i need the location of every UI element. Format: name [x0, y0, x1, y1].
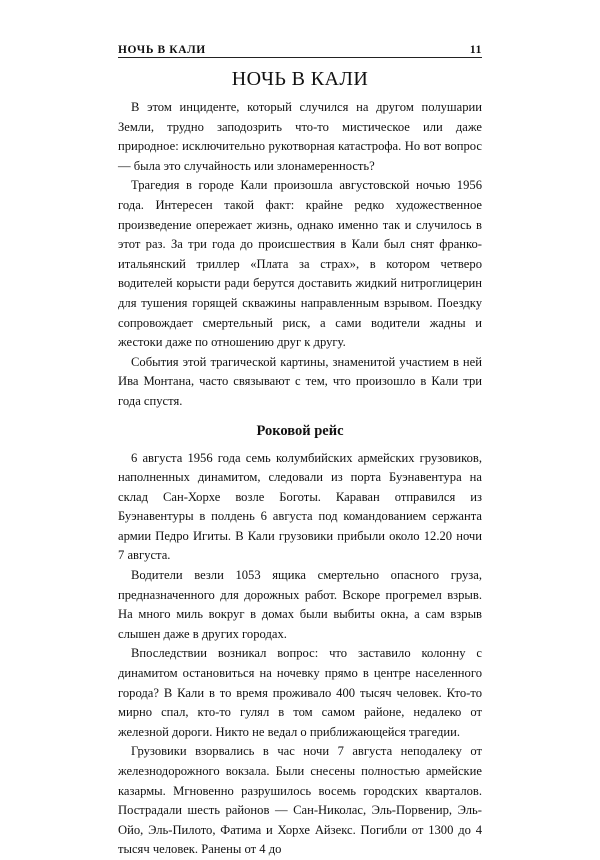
- paragraph: Впоследствии возникал вопрос: что заставило колонну с динамитом остановиться на ночевку прямо в центре населенного города? В Кали в то время проживало 400 тысяч человек. Кто-то мирно спал, кто-то гулял в том самом районе, недалеко от железной дороги. Никто не ведал о приближающейся трагедии.: [118, 646, 482, 739]
- header-rule: [118, 57, 482, 58]
- section-heading: Роковой рейс: [256, 422, 344, 439]
- paragraph: Трагедия в городе Кали произошла августовской ночью 1956 года. Интересен такой факт: крайне редко художественное произведение опережает жизнь, однако именно так и случилось в этот раз. За три года до происшествия в Кали был снят франко-итальянский триллер «Плата за страх», в котором четверо водителей корысти ради берутся доставить жидкий нитроглицерин для тушения горящей скважины направленным взрывом. Поездку сопровождает смертельный риск, а сами водители жадны и жестоки даже по отношению друг к другу.: [118, 178, 482, 350]
- running-title: НОЧЬ В КАЛИ: [118, 44, 206, 56]
- paragraph: 6 августа 1956 года семь колумбийских армейских грузовиков, наполненных динамитом, следовали из порта Буэнавентура на склад Сан-Хорхе возле Боготы. Караван отправился из Буэнавентуры в полдень 6 августа под командованием сержанта армии Педро Игиты. В Кали грузовики прибыли около 12.20 ночи 7 августа.: [118, 450, 482, 563]
- running-head: [118, 40, 482, 56]
- chapter-title: НОЧЬ В КАЛИ: [231, 68, 369, 90]
- paragraph: Водители везли 1053 ящика смертельно опасного груза, предназначенного для дорожных работ. Вскоре прогремел взрыв. На много миль вокруг в домах были выбиты окна, а сам взрыв слышен даже в других городах.: [118, 568, 482, 641]
- paragraph: В этом инциденте, который случился на другом полушарии Земли, трудно заподозрить что-то мистическое или даже природное: исключительно рукотворная катастрофа. Но вот вопрос — была это случайность или злонамеренность?: [118, 100, 482, 173]
- paragraph: События этой трагической картины, знаменитой участием в ней Ива Монтана, часто связывают с тем, что произошло в Кали три года спустя.: [118, 354, 482, 408]
- paragraph: Грузовики взорвались в час ночи 7 августа неподалеку от железнодорожного вокзала. Были снесены полностью армейские казармы. Мгновенно разрушилось восемь городских кварталов. Пострадали шесть районов — Сан-Николас, Эль-Порвенир, Эль-Ойо, Эль-Пилото, Фатима и Хорхе Айзекс. Погибли от 1300 до 4 тысяч человек. Ранены от 4 до: [118, 744, 482, 857]
- page-number: 11: [469, 44, 482, 56]
- article-body: [118, 98, 482, 860]
